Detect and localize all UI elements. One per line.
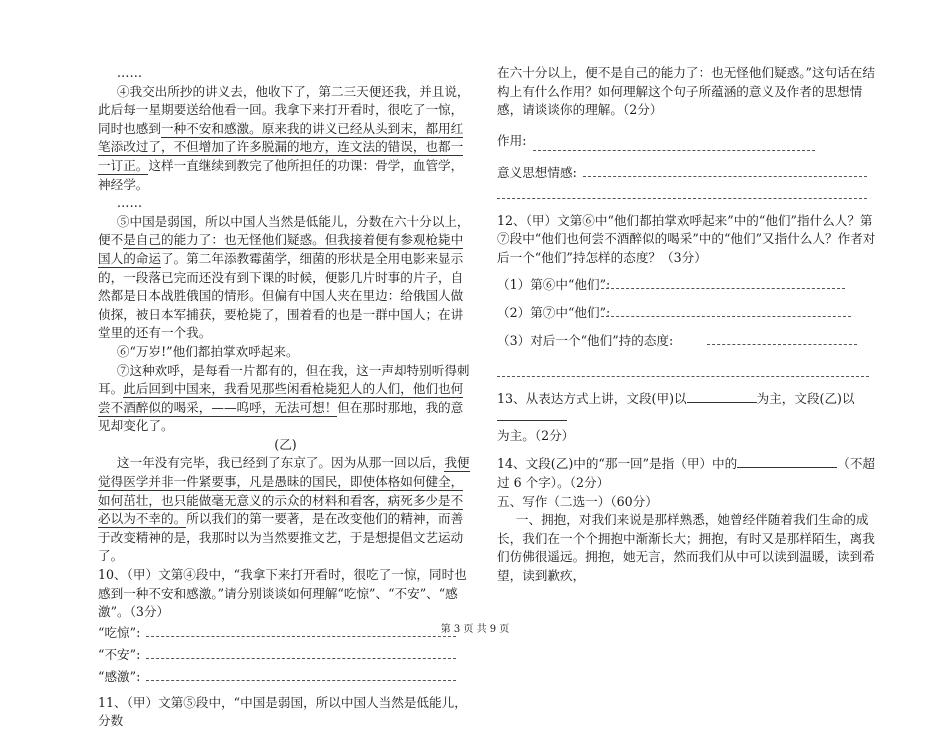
- answer-label: （1）第⑥中“他们”:: [497, 276, 611, 292]
- fill-blank[interactable]: [497, 408, 567, 421]
- dashed-answer-line: [533, 150, 815, 151]
- question-13: 13、从表达方式上讲，文段(甲)以 为主，文段(乙)以 为主。（2分）: [497, 390, 855, 443]
- answer-label: “感激”:: [98, 668, 141, 684]
- dashed-answer-line: [146, 680, 456, 681]
- answer-label: “吃惊”:: [98, 624, 141, 640]
- ellipsis: ……: [116, 65, 143, 80]
- question-11-continued: 在六十分以上，便不是自己的能力了：也无怪他们疑惑。”这句话在结构上有什么作用？如何理解这个句子所蕴涵的意义及作者的思想情感，请谈谈你的理解。（2分）: [497, 65, 875, 118]
- answer-line-q12-4[interactable]: [497, 362, 877, 384]
- answer-line-buan[interactable]: [98, 644, 473, 666]
- question-14: 14、文段(乙)中的“那一回”是指（甲）中的 （不超过 6 个字）。（2分）: [497, 456, 876, 490]
- fill-blank[interactable]: [687, 390, 757, 403]
- right-column: [497, 64, 877, 586]
- page-number: 第 3 页 共 9 页: [440, 624, 510, 635]
- answer-label: “不安”:: [98, 646, 141, 662]
- question-10: 10、（甲）文第④段中，“我拿下来打开看时，很吃了一惊，同时也感到一种不安和感激。”请分别谈谈如何理解“吃惊”、“不安”、“感激”。（3分）: [98, 567, 467, 620]
- answer-label: （2）第⑦中“他们”:: [497, 304, 611, 320]
- fill-blank[interactable]: [737, 455, 837, 468]
- paragraph-4: ④我交出所抄的讲义去，他收下了，第二三天便还我，并且说，此后每一星期要送给他看一回。我拿下来打开看时，很吃了一惊，同时也感到一种不安和感激。原来我的讲义已经从头到末，都用红笔添改过了，不但增加了许多脱漏的地方，连文法的错误，也都一一订正。这样一直继续到教完了他所担任的功课：骨学，血管学，神经学。: [98, 83, 470, 192]
- answer-line-q12-3[interactable]: [497, 330, 877, 352]
- ellipsis: ……: [116, 195, 143, 211]
- answer-line-yiyi[interactable]: [497, 162, 877, 184]
- dashed-answer-line: [583, 176, 867, 177]
- paragraph-6: ⑥“万岁!”他们都拍掌欢呼起来。: [116, 343, 299, 359]
- answer-label: 意义思想情感:: [497, 164, 577, 180]
- answer-label: （3）对后一个“他们”持的态度:: [497, 332, 674, 348]
- answer-line-q12-1[interactable]: [497, 274, 877, 296]
- dashed-answer-line: [146, 636, 456, 637]
- essay-prompt: 一、拥抱，对我们来说是那样熟悉，她曾经伴随着我们生命的成长，我们在一个个拥抱中渐渐长大；拥抱，有时又是那样陌生，离我们仿佛很遥远。拥抱，她无言，然而我们从中可以读到温暖，读到希望，读到歉疚，: [497, 512, 875, 583]
- writing-section-title: 五、写作（二选一）（60分）: [497, 493, 658, 509]
- section-yi-label: (乙): [274, 436, 297, 452]
- dashed-answer-line: [707, 344, 857, 345]
- paragraph-5: ⑤中国是弱国，所以中国人当然是低能儿，分数在六十分以上，便不是自己的能力了：也无怪他们疑惑。但我接着便有参观枪毙中国人的命运了。第二年添教霉菌学，细菌的形状是全用电影来显示的，一段落已完而还没有到下课的时候，便影几片时事的片子，自然都是日本战胜俄国的情形。但偏有中国人夹在里边：给俄国人做侦探，被日本军捕获，要枪毙了，围着看的也是一群中国人；在讲堂里的还有一个我。: [98, 213, 470, 341]
- answer-line-yiyi-2[interactable]: [497, 184, 877, 206]
- answer-label: 作用:: [497, 132, 527, 148]
- answer-line-ganji[interactable]: [98, 666, 473, 688]
- dashed-answer-line: [601, 316, 851, 317]
- question-11: 11、（甲）文第⑤段中，“中国是弱国，所以中国人当然是低能儿，分数: [98, 694, 467, 729]
- answer-line-q12-2[interactable]: [497, 302, 877, 324]
- dashed-answer-line: [497, 376, 869, 377]
- answer-line-zuoyong[interactable]: [497, 130, 877, 152]
- paragraph-yi: 这一年没有完毕，我已经到了东京了。因为从那一回以后，我便觉得医学并非一件紧要事，凡是愚昧的国民，即使体格如何健全，如何茁壮，也只能做毫无意义的示众的材料和看客，病死多少是不必以为不幸的。所以我们的第一要著，是在改变他们的精神，而善于改变精神的是，我那时以为当然要推文艺，于是想提倡文艺运动了。: [98, 455, 470, 564]
- dashed-answer-line: [601, 288, 845, 289]
- dashed-answer-line: [497, 198, 867, 199]
- question-12: 12、（甲）文第⑥中“他们都拍掌欢呼起来”中的“他们”指什么人？第⑦段中“他们也何尝不酒醉似的喝采”中的“他们”又指什么人？作者对后一个“他们”持怎样的态度？（3分）: [497, 212, 876, 265]
- paragraph-7: ⑦这种欢呼，是每看一片都有的，但在我，这一声却特别听得刺耳。此后回到中国来，我看见那些闲看枪毙犯人的人们，他们也何尝不酒醉似的喝采，——呜呼，无法可想！但在那时那地，我的意见却变化了。: [98, 362, 470, 434]
